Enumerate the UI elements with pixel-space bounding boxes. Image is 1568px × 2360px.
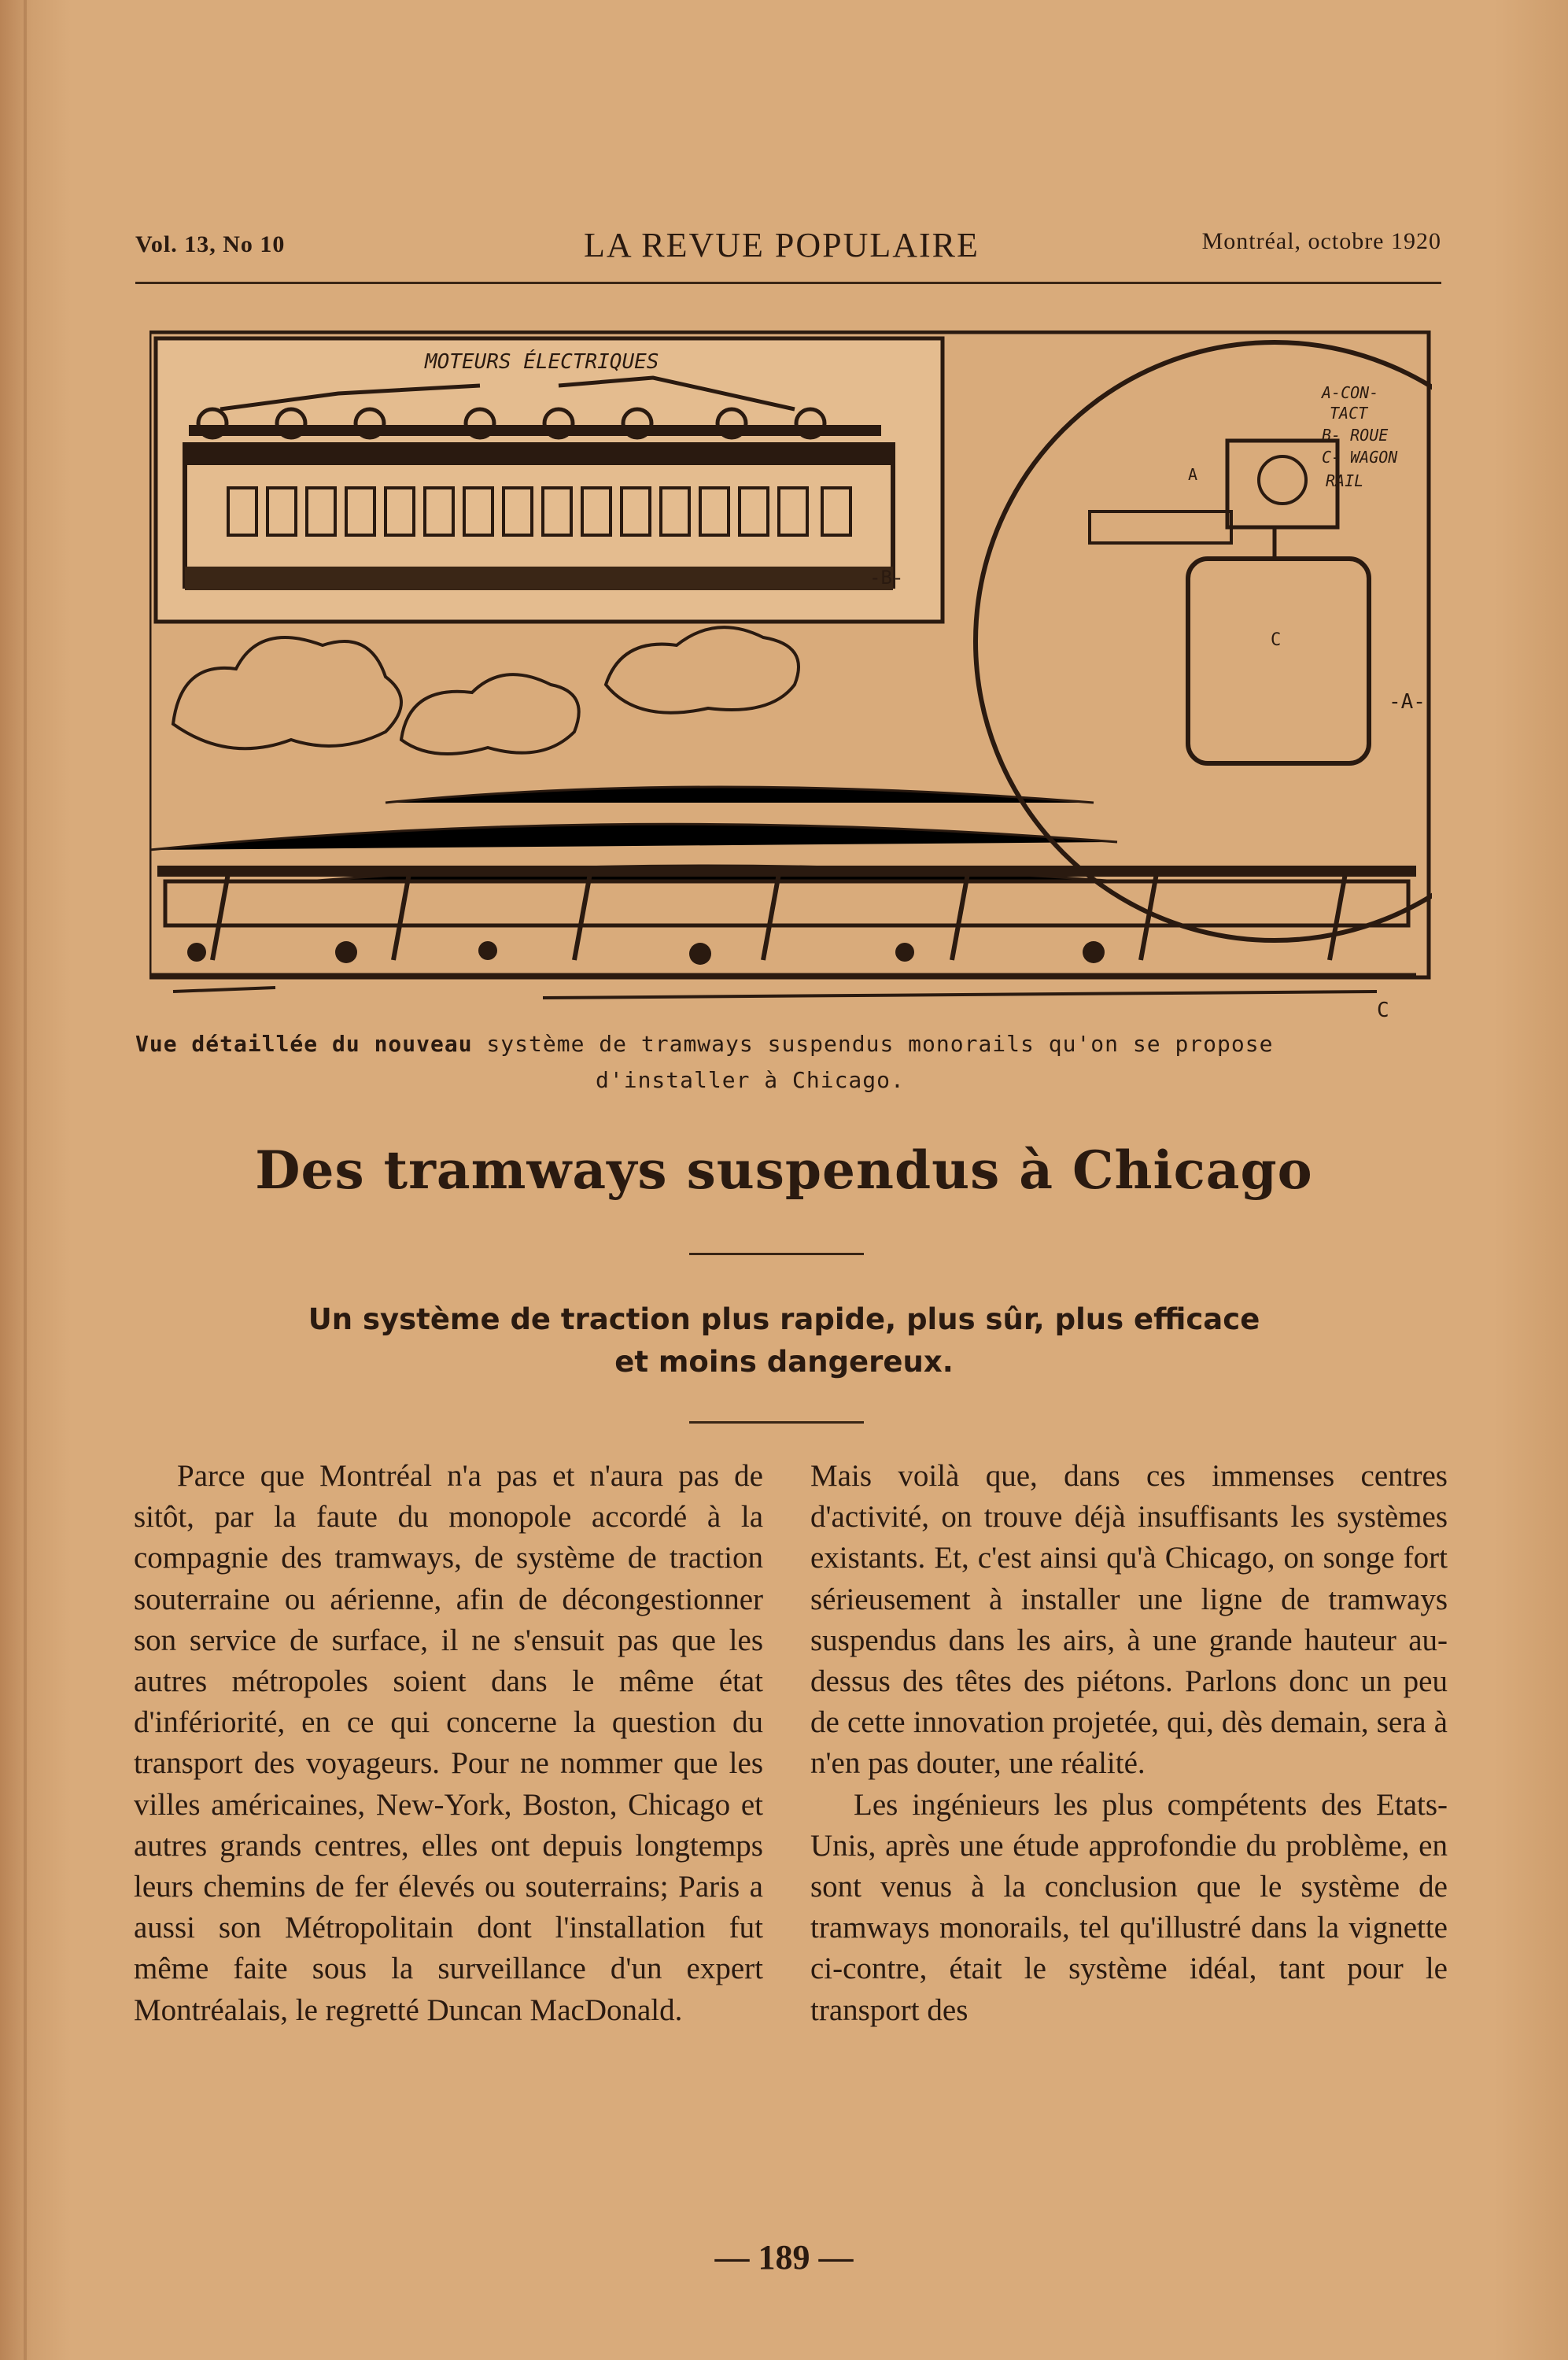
paragraph: Mais voilà que, dans ces immenses centres d'activité, on trouve déjà insuffisants les systèmes existants. Et, c'est ainsi qu'à Chicago, on songe fort sérieusement à installer une ligne de tramways suspendus dans les airs, à une grande hauteur au-dessus des têtes des piétons. Parlons donc un peu de cette innovation projetée, qui, dès demain, sera à n'en pas douter, une réalité. xyxy=(810,1459,1448,1781)
header-rule xyxy=(135,282,1441,284)
label-c-inside: C xyxy=(1271,630,1282,650)
label-b: -B- xyxy=(869,567,904,589)
paragraph: Parce que Montréal n'a pas et n'aura pas de sitôt, par la faute du monopole accordé à la compagnie des tramways, de système de traction souterraine ou aérienne, afin de décongestionner son service de surface, il ne s'ensuit pas que les autres métropoles soient dans le même état d'infériorité, en ce qui concerne la question du transport des voyageurs. Pour ne nommer que les villes américaines, New-York, Boston, Chicago et autres grands centres, elles ont depuis longtemps leurs chemins de fer élevés ou souterrains; Paris a aussi son Métropolitain dont l'installation fut même faite sous la surveillance d'un expert Montréalais, le regretté Duncan MacDonald. xyxy=(134,1459,763,2027)
volume-number: Vol. 13, No 10 xyxy=(135,231,286,257)
label-a-small: A xyxy=(1188,465,1198,484)
subhead-line-1: Un système de traction plus rapide, plus sûr, plus efficace xyxy=(308,1302,1260,1336)
caption-line-2: d'installer à Chicago. xyxy=(596,1067,905,1093)
paragraph: Les ingénieurs les plus compétents des Etats-Unis, après une étude approfondie du problème, en sont venus à la conclusion que le système de tramways monorails, tel qu'illustré dans la vignette ci-contre, était le système idéal, tant pour le transport des xyxy=(810,1787,1448,2027)
running-header xyxy=(135,225,1441,264)
article-column-left xyxy=(134,1456,763,2031)
legend-line-2: TACT xyxy=(1330,404,1368,423)
legend-line-1: A-CON- xyxy=(1322,383,1379,402)
publication-title: LA REVUE POPULAIRE xyxy=(584,226,980,264)
clouds xyxy=(173,627,799,754)
headline-rule xyxy=(689,1253,864,1255)
legend-line-4: C- WAGON xyxy=(1322,448,1398,467)
tram-car-inset xyxy=(156,338,943,622)
subhead-line-2: et moins dangereux. xyxy=(614,1345,954,1379)
page-number: — 189 — xyxy=(714,2238,854,2277)
subhead-rule xyxy=(689,1421,864,1424)
label-a: -A- xyxy=(1389,690,1426,714)
legend-line-5: RAIL xyxy=(1326,471,1364,490)
article-headline: Des tramways suspendus à Chicago xyxy=(255,1139,1313,1201)
article-column-right xyxy=(810,1456,1448,2031)
label-c-corner: C xyxy=(1377,999,1389,1022)
figure-caption xyxy=(135,1026,1433,1099)
motors-label: MOTEURS ÉLECTRIQUES xyxy=(425,350,659,374)
article-subheadline xyxy=(0,1298,1568,1383)
monorail-line xyxy=(149,866,1416,1022)
monorail-illustration xyxy=(149,331,1432,1023)
caption-bold: Vue détaillée du nouveau xyxy=(135,1031,473,1057)
cross-section-detail xyxy=(976,342,1432,940)
issue-date: Montréal, octobre 1920 xyxy=(1201,228,1441,254)
caption-line-1: système de tramways suspendus monorails qu'on se propose xyxy=(472,1031,1274,1057)
legend-line-3: B- ROUE xyxy=(1322,426,1389,445)
